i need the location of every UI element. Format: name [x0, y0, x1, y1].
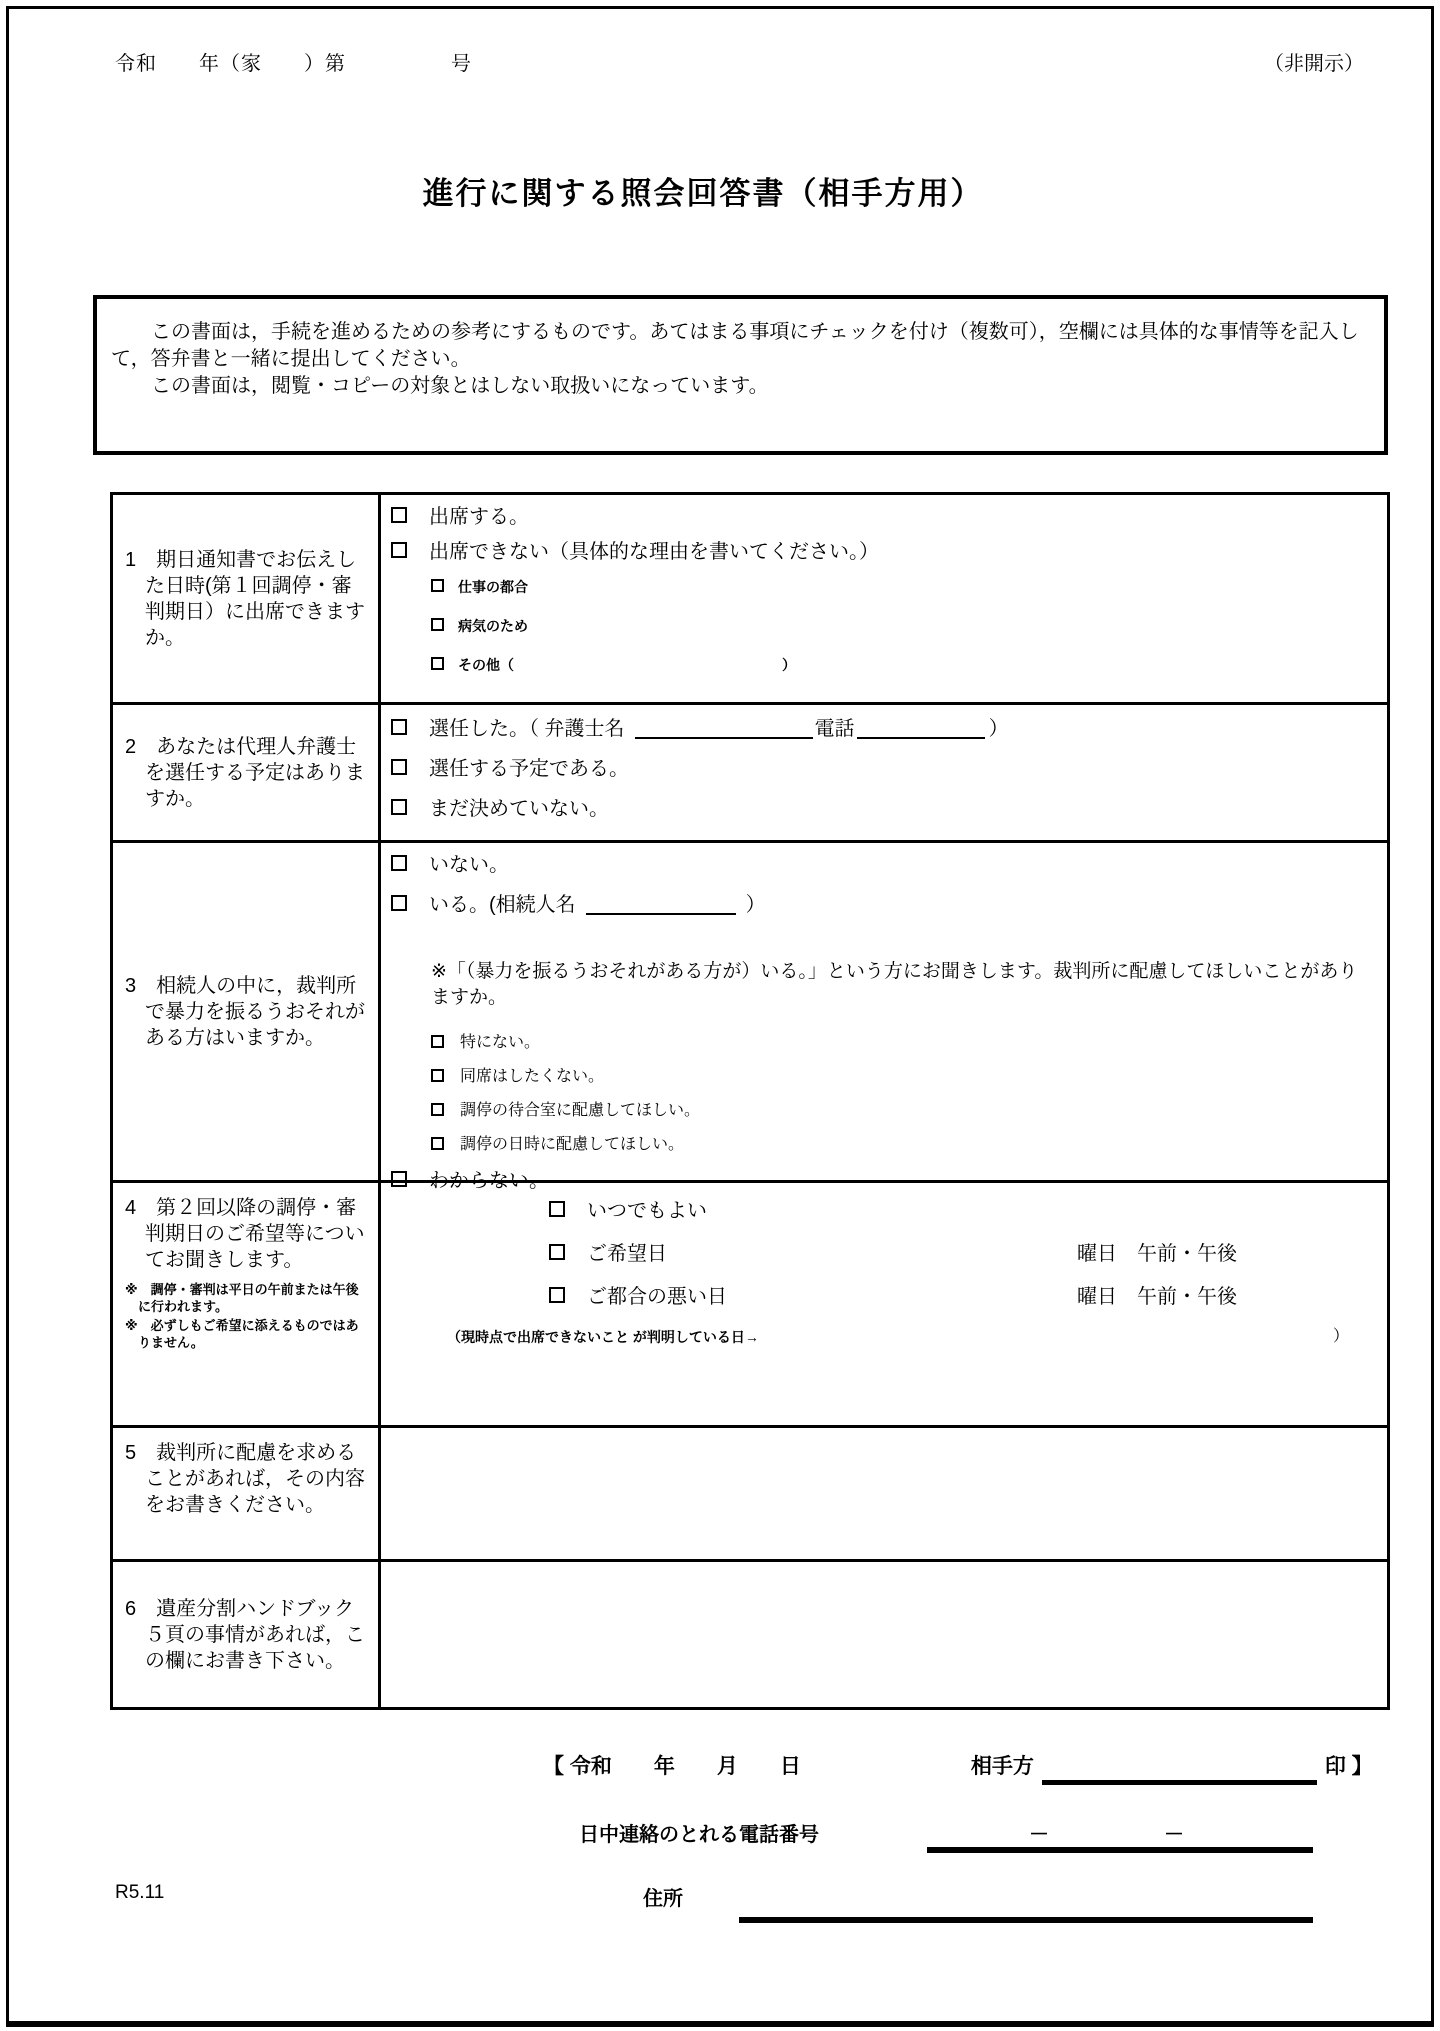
option-other-close: ）	[782, 657, 796, 673]
cannot-attend-reasons	[431, 578, 1375, 674]
phone-dash-2: －	[1164, 1824, 1184, 1846]
known-unavailable-open: （現時点で出席できないこと が判明している日→	[447, 1329, 759, 1345]
checkbox-appointed[interactable]	[391, 719, 407, 735]
option-undecided-label: まだ決めていない。	[429, 798, 609, 820]
option-nothing-special-label: 特にない。	[460, 1034, 541, 1051]
option-cannot-attend-label: 出席できない（具体的な理由を書いてください。）	[429, 541, 879, 563]
address-label: 住所	[643, 1888, 683, 1910]
checkbox-no-sit-together[interactable]	[431, 1069, 444, 1082]
option-appointed	[391, 717, 1375, 741]
checkbox-undecided[interactable]	[391, 799, 407, 815]
checkbox-waiting-room[interactable]	[431, 1103, 444, 1116]
option-appointed-close: ）	[988, 718, 1009, 740]
checkbox-work[interactable]	[431, 579, 444, 592]
intro-paragraph-2: この書面は，閲覧・コピーの対象とはしない取扱いになっています。	[131, 375, 769, 397]
checkbox-anytime[interactable]	[549, 1201, 565, 1217]
confidential-label: （非開示）	[1264, 53, 1364, 75]
question-1-answer-cell	[381, 495, 1387, 702]
question-6-label-cell	[113, 1562, 381, 1707]
checkbox-attend[interactable]	[391, 507, 407, 523]
option-no-sit-together	[431, 1067, 1375, 1087]
checkbox-preferred-day[interactable]	[549, 1244, 565, 1260]
question-5-label-cell	[113, 1428, 381, 1559]
question-6-answer-field[interactable]	[381, 1562, 1387, 1707]
option-waiting-room	[431, 1101, 1375, 1121]
question-4-label-cell	[113, 1183, 381, 1425]
question-1-label: 1 期日通知書でお伝えした日時(第１回調停・審判期日）に出席できますか。	[125, 548, 365, 649]
consideration-options	[431, 1033, 1375, 1155]
question-3-label-cell	[113, 843, 381, 1180]
question-4-answer-cell	[381, 1183, 1387, 1425]
seal-label: 印 】	[1324, 1755, 1373, 1778]
lawyer-phone-field[interactable]	[857, 717, 985, 739]
option-cannot-attend	[391, 540, 1375, 564]
phone-dash-1: －	[1029, 1824, 1049, 1846]
option-plan-appoint-label: 選任する予定である。	[429, 758, 629, 780]
party-label: 相手方	[970, 1755, 1034, 1778]
option-anytime	[391, 1199, 1387, 1223]
question-4-row	[113, 1180, 1387, 1425]
preferred-weekday-ampm: 曜日 午前・午後	[1077, 1243, 1237, 1265]
heir-name-field[interactable]	[586, 893, 736, 915]
phone-field[interactable]	[927, 1818, 1313, 1853]
option-waiting-room-label: 調停の待合室に配慮してほしい。	[460, 1102, 701, 1119]
question-5-answer-field[interactable]	[381, 1428, 1387, 1559]
question-2-answer-cell	[381, 705, 1387, 840]
known-unavailable-line	[391, 1328, 1387, 1346]
form-title: 進行に関する照会回答書（相手方用）	[422, 176, 984, 211]
option-work-label: 仕事の都合	[458, 579, 528, 595]
signature-date: 【 令和 年 月 日	[543, 1755, 801, 1778]
option-attend-label: 出席する。	[429, 506, 529, 528]
question-3-answer-cell	[381, 843, 1387, 1192]
form-version: R5.11	[115, 1882, 165, 1903]
question-2-label-cell	[113, 705, 381, 840]
option-work	[431, 578, 1375, 596]
option-bad-day	[391, 1285, 1387, 1309]
option-appointed-pre: 選任した。（ 弁護士名	[429, 718, 625, 740]
question-3-label: 3 相続人の中に，裁判所で暴力を振るうおそれがある方はいますか。	[125, 974, 365, 1049]
intro-paragraph-1: この書面は，手続を進めるための参考にするものです。あてはまる事項にチェックを付け（複数可），空欄には具体的な事情等を記入して，答弁書と一緒に提出してください。	[111, 321, 1359, 370]
checkbox-sick[interactable]	[431, 618, 444, 631]
question-6-label: 6 遺産分割ハンドブック５頁の事情があれば，この欄にお書き下さい。	[125, 1597, 365, 1672]
checkbox-datetime-consideration[interactable]	[431, 1137, 444, 1150]
question-5-answer-cell	[381, 1428, 1387, 1559]
checkbox-plan-appoint[interactable]	[391, 759, 407, 775]
option-no-violent-label: いない。	[429, 854, 509, 876]
question-6-row	[113, 1559, 1387, 1707]
option-datetime-consideration-label: 調停の日時に配慮してほしい。	[460, 1136, 685, 1153]
question-6-answer-cell	[381, 1562, 1387, 1707]
question-4-label: 4 第２回以降の調停・審判期日のご希望等についてお聞きします。	[125, 1197, 365, 1271]
option-no-sit-together-label: 同席はしたくない。	[460, 1068, 605, 1085]
option-appointed-tel: 電話	[814, 718, 855, 740]
signature-line	[543, 1750, 1373, 1785]
signature-field[interactable]	[1042, 1750, 1317, 1785]
option-violent-exists-pre: いる。(相続人名	[429, 894, 576, 916]
known-unavailable-field[interactable]	[759, 1328, 1333, 1346]
option-preferred-day	[391, 1242, 1387, 1266]
question-4-note-2: ※ 必ずしもご希望に添えるものではありません。	[125, 1318, 359, 1350]
option-nothing-special	[431, 1033, 1375, 1053]
option-datetime-consideration	[431, 1135, 1375, 1155]
question-2-row	[113, 702, 1387, 840]
option-other	[431, 656, 1375, 674]
case-number-line: 令和 年（家 ）第 号	[115, 53, 472, 75]
known-unavailable-close: ）	[1332, 1328, 1349, 1345]
option-bad-day-label: ご都合の悪い日	[587, 1286, 727, 1308]
question-5-label: 5 裁判所に配慮を求めることがあれば，その内容をお書きください。	[125, 1442, 365, 1516]
checkbox-no-violent[interactable]	[391, 855, 407, 871]
question-1-label-cell	[113, 495, 381, 702]
checkbox-nothing-special[interactable]	[431, 1035, 444, 1048]
checkbox-bad-day[interactable]	[549, 1287, 565, 1303]
checkbox-other[interactable]	[431, 657, 444, 670]
option-violent-exists-close: ）	[745, 894, 766, 916]
option-no-violent	[391, 853, 1375, 877]
option-unknown-label: わからない。	[429, 1170, 549, 1192]
question-3-note: ※「（暴力を振るうおそれがある方が）いる。」という方にお聞きします。裁判所に配慮してほしいことがありますか。	[431, 961, 1358, 1008]
lawyer-name-field[interactable]	[635, 717, 813, 739]
option-anytime-label: いつでもよい	[587, 1200, 707, 1222]
option-plan-appoint	[391, 757, 1375, 781]
intro-box	[93, 295, 1388, 455]
option-other-open: その他（	[458, 657, 514, 673]
question-2-label: 2 あなたは代理人弁護士を選任する予定はありますか。	[125, 735, 365, 810]
question-1-row	[113, 495, 1387, 702]
question-4-note-1: ※ 調停・審判は平日の午前または午後に行われます。	[125, 1282, 359, 1314]
bad-weekday-ampm: 曜日 午前・午後	[1077, 1286, 1237, 1308]
option-sick-label: 病気のため	[458, 618, 528, 634]
option-undecided	[391, 797, 1375, 821]
option-sick	[431, 617, 1375, 635]
checkbox-cannot-attend[interactable]	[391, 542, 407, 558]
question-3-row	[113, 840, 1387, 1192]
option-preferred-day-label: ご希望日	[587, 1243, 667, 1265]
option-violent-exists	[391, 893, 1375, 917]
phone-label: 日中連絡のとれる電話番号	[579, 1824, 819, 1846]
address-field[interactable]	[739, 1888, 1313, 1923]
checkbox-violent-exists[interactable]	[391, 895, 407, 911]
question-table	[110, 492, 1390, 1710]
question-5-row	[113, 1425, 1387, 1559]
option-attend	[391, 505, 1375, 529]
